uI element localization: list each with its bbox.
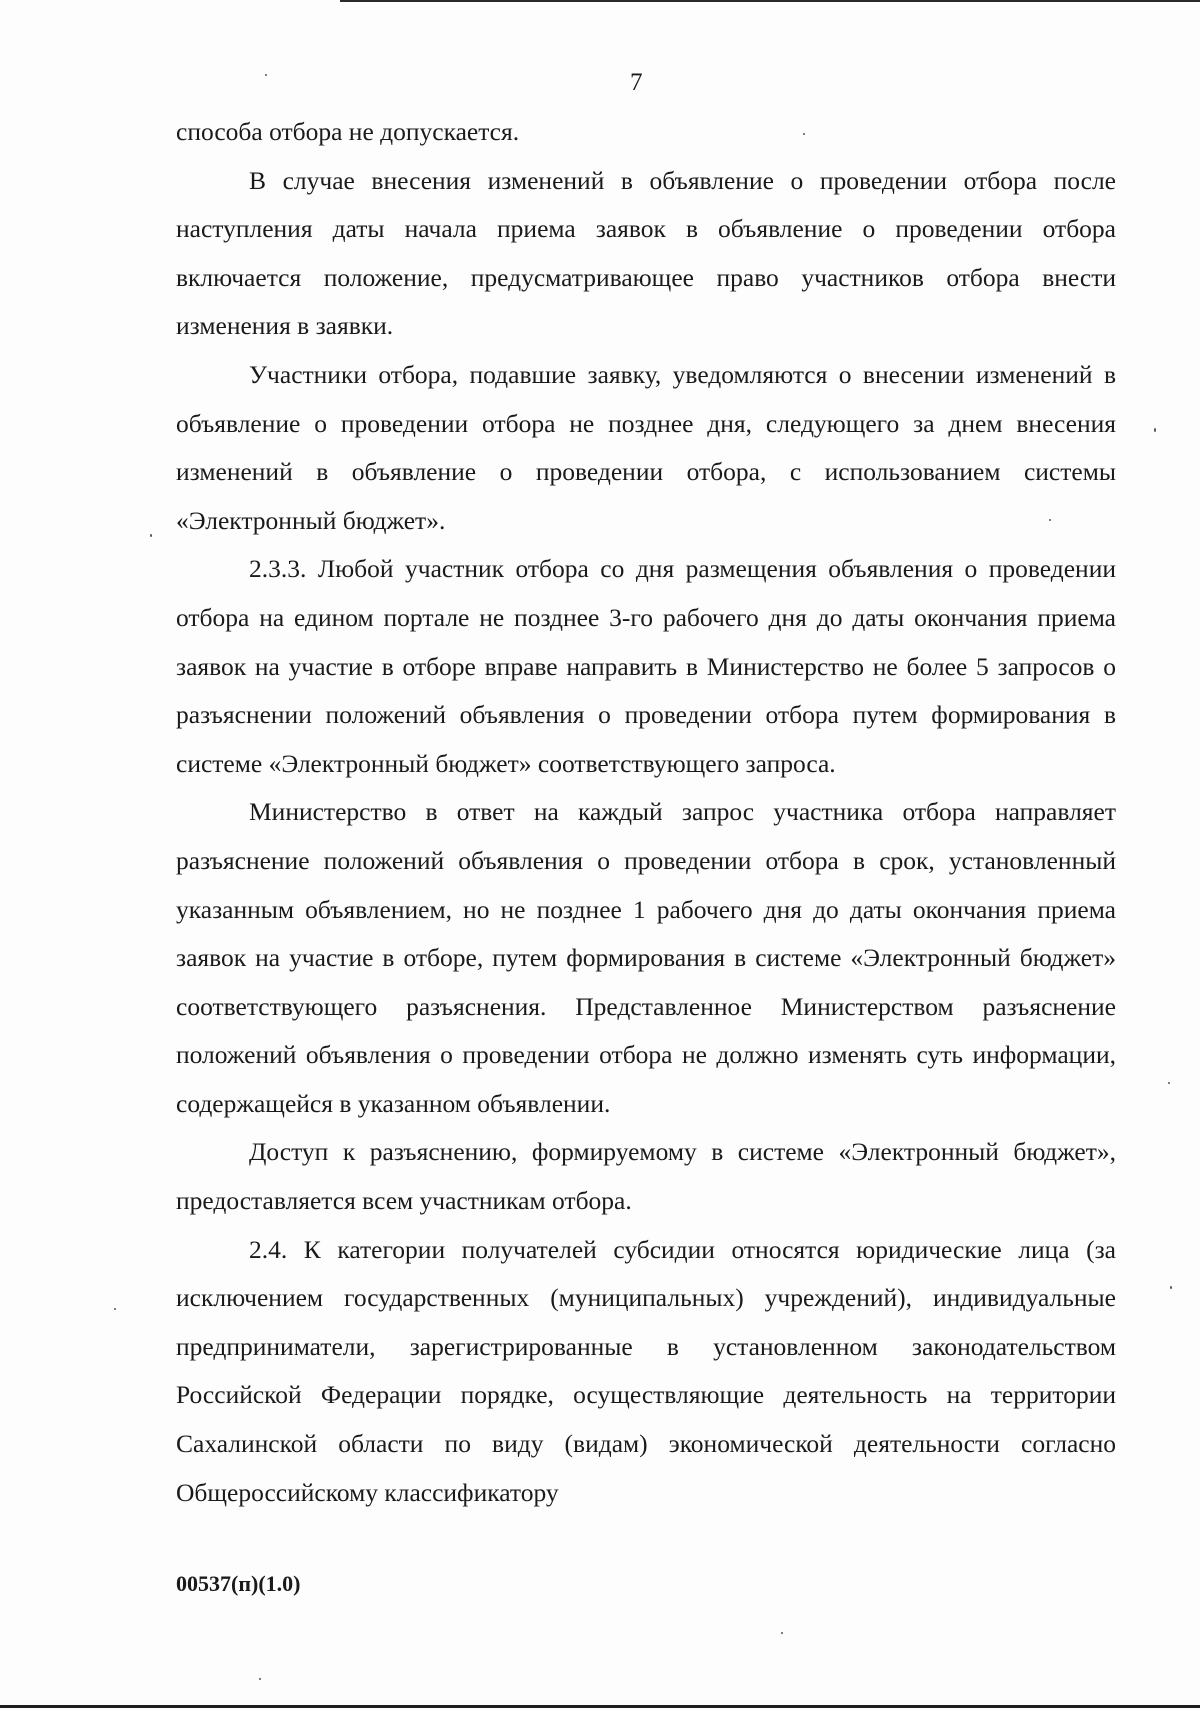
paragraph: Доступ к разъяснению, формируемому в системе «Электронный бюджет», предоставляется всем участникам отбора. bbox=[176, 1137, 1116, 1216]
top-border-line bbox=[340, 0, 1200, 2]
paragraph: 2.4. К категории получателей субсидии относятся юридические лица (за исключением государственных (муниципальных) учреждений), индивидуальные предприниматели, зарегистрированные в установленном законодательством Российской Федерации порядке, осуществляющие деятельность на территории Сахалинской области по виду (видам) экономической деятельности согласно Общероссийскому классификатору bbox=[176, 1234, 1116, 1507]
paragraph: 2.3.3. Любой участник отбора со дня размещения объявления о проведении отбора на едином портале не позднее 3-го рабочего дня до даты окончания приема заявок на участие в отборе вправе направить в Министерство не более 5 запросов о разъяснении положений объявления о проведении отбора путем формирования в системе «Электронный бюджет» соответствующего запроса. bbox=[176, 554, 1116, 778]
scan-speck bbox=[803, 133, 805, 135]
scan-speck bbox=[1154, 428, 1156, 432]
bottom-border-line bbox=[0, 1705, 1200, 1708]
paragraph: способа отбора не допускается. bbox=[176, 117, 520, 146]
page-number: 7 bbox=[630, 69, 643, 96]
scan-speck bbox=[1168, 1082, 1170, 1084]
paragraph: В случае внесения изменений в объявление о проведении отбора после наступления даты начала приема заявок в объявление о проведении отбора включается положение, предусматривающее право участников отбора внести изменения в заявки. bbox=[176, 165, 1116, 341]
scan-speck bbox=[114, 1308, 116, 1310]
scan-speck bbox=[1049, 519, 1051, 521]
document-body bbox=[176, 108, 1116, 1517]
document-code: 00537(п)(1.0) bbox=[176, 1571, 301, 1596]
paragraph: Министерство в ответ на каждый запрос участника отбора направляет разъяснение положений объявления о проведении отбора в срок, установленный указанным объявлением, но не позднее 1 рабочего дня до даты окончания приема заявок на участие в отборе, путем формирования в системе «Электронный бюджет» соответствующего разъяснения. Представленное Министерством разъяснение положений объявления о проведении отбора не должно изменять суть информации, содержащейся в указанном объявлении. bbox=[176, 797, 1116, 1118]
scan-speck bbox=[1170, 1286, 1172, 1289]
scan-speck bbox=[150, 534, 152, 537]
scan-speck bbox=[265, 74, 267, 76]
scan-speck bbox=[259, 1678, 261, 1680]
scan-speck bbox=[781, 1632, 783, 1634]
paragraph: Участники отбора, подавшие заявку, уведомляются о внесении изменений в объявление о проведении отбора не позднее дня, следующего за днем внесения изменений в объявление о проведении отбора, с использованием системы «Электронный бюджет». bbox=[176, 359, 1116, 535]
